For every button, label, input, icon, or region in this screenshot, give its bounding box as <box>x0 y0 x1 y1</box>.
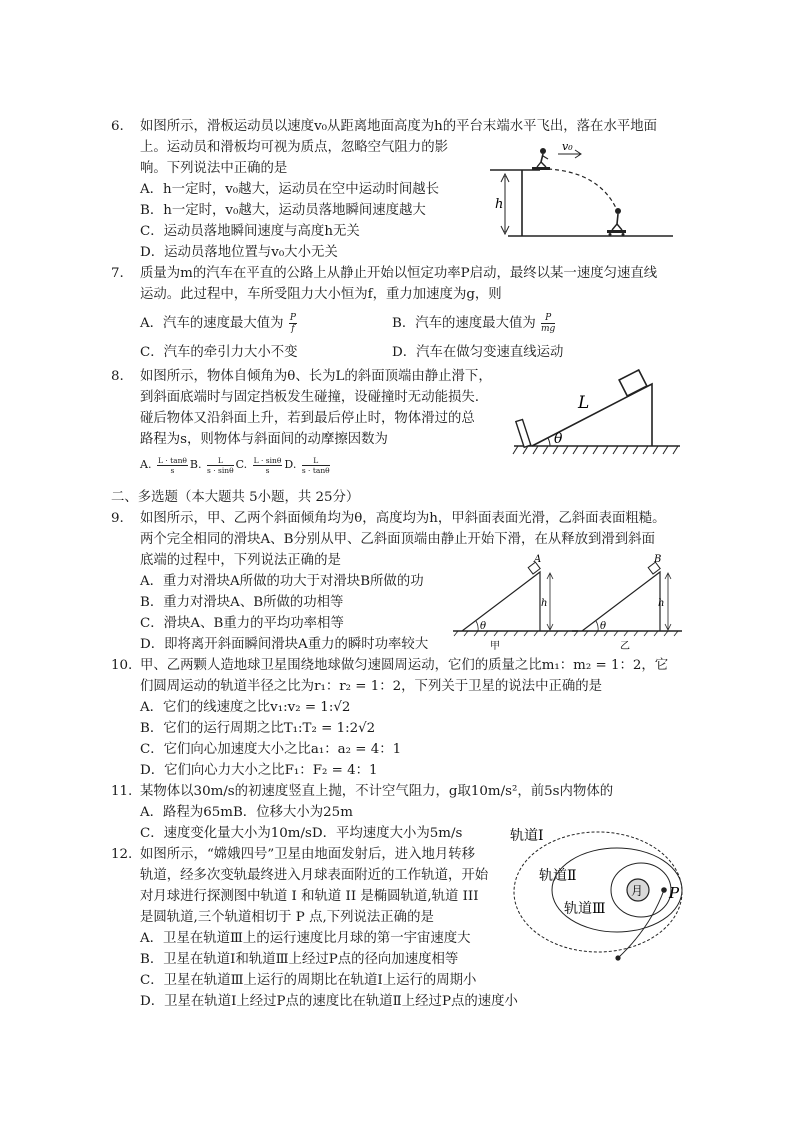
q12-option-a: A．卫星在轨道Ⅲ上的运行速度比月球的第一宇宙速度大 <box>140 931 471 946</box>
q8-option-d-denominator: s · tanθ <box>301 465 330 475</box>
q6-option-a: A．h一定时，v₀越大，运动员在空中运动时间越长 <box>140 182 440 197</box>
moon-label: 月 <box>631 884 644 898</box>
q12-stem-line-2: 轨道，经多次变轨最终进入月球表面附近的工作轨道，开始 <box>140 868 489 883</box>
q6-option-c: C．运动员落地瞬间速度与高度h无关 <box>140 224 360 239</box>
q6-stem-line-2: 上。运动员和滑板均可视为质点，忽略空气阻力的影 <box>140 140 448 155</box>
q8-stem-line-1: 如图所示，物体自倾角为θ、长为L的斜面顶端由静止滑下， <box>140 369 492 384</box>
q12-stem-line-3: 对月球进行探测图中轨道 I 和轨道 II 是椭圆轨道,轨道 III <box>140 889 479 904</box>
q7-option-d: D．汽车在做匀变速直线运动 <box>392 345 564 360</box>
skater-landing-icon <box>607 208 626 236</box>
q11-number: 11. <box>111 784 133 799</box>
block-a-label: A <box>534 554 542 565</box>
q9-number: 9. <box>111 511 124 526</box>
length-label: L <box>578 393 590 413</box>
q7-option-a <box>140 313 297 334</box>
q12-number: 12. <box>111 847 133 862</box>
q7-number: 7. <box>111 266 124 281</box>
q12-stem-line-1: 如图所示，“嫦娥四号”卫星由地面发射后，进入地月转移 <box>140 847 476 862</box>
q10-stem-line-2: 们圆周运动的轨道半径之比为r₁：r₂ = 1：2，下列关于卫星的说法中正确的是 <box>140 679 603 694</box>
orbit-1-label: 轨道Ⅰ <box>510 828 544 844</box>
q8-option-d-numerator: L <box>302 456 330 466</box>
q7-option-a-denominator: f <box>291 324 295 334</box>
point-p-label: P <box>669 884 680 902</box>
ground-hatch <box>513 446 678 454</box>
incline-jia <box>453 562 578 636</box>
q7-option-b <box>392 313 555 334</box>
q7-option-b-text: B．汽车的速度最大值为 <box>392 316 536 331</box>
q9-option-b: B．重力对滑块A、B所做的功相等 <box>140 595 344 610</box>
transfer-point-dot <box>615 955 620 960</box>
q8-option-c-fraction <box>253 456 283 475</box>
q8-option-d-label: D. <box>284 458 297 471</box>
incline-yi <box>572 562 682 636</box>
q8-option-b-label: B. <box>189 458 202 471</box>
q8-option-c-denominator: s <box>265 465 270 475</box>
q12-stem-line-4: 是圆轨道,三个轨道相切于 P 点,下列说法正确的是 <box>140 910 434 925</box>
angle-label-jia: θ <box>480 621 487 632</box>
angle-label-yi: θ <box>600 621 607 632</box>
q8-option-b-fraction <box>207 456 234 475</box>
incline-label-yi: 乙 <box>620 641 630 650</box>
q7-option-a-text: A．汽车的速度最大值为 <box>140 316 284 331</box>
q8-incline-figure <box>510 362 685 462</box>
q11-option-ab: A．路程为65mB．位移大小为25m <box>140 805 353 820</box>
q9-two-inclines-figure <box>450 550 685 650</box>
q6-stem-line-1: 如图所示，滑板运动员以速度v₀从距离地面高度为h的平台末端水平飞出，落在水平地面 <box>140 119 658 134</box>
q7-option-a-fraction <box>289 313 297 334</box>
q8-option-d-fraction <box>302 456 330 475</box>
q8-option-a-denominator: s <box>170 465 175 475</box>
q6-option-d: D．运动员落地位置与v₀大小无关 <box>140 245 338 260</box>
q9-stem-line-2: 两个完全相同的滑块A、B分别从甲、乙斜面顶端由静止开始下滑，在从释放到滑到斜面 <box>140 532 655 547</box>
block-on-incline <box>619 370 647 396</box>
q12-option-b: B．卫星在轨道Ⅰ和轨道Ⅲ上经过P点的径向加速度相等 <box>140 952 459 967</box>
block-b-label: B <box>654 554 662 565</box>
q8-options-row <box>140 455 332 475</box>
q7-option-a-numerator: P <box>289 313 296 323</box>
fixed-barrier <box>516 419 531 447</box>
q12-option-c: C．卫星在轨道Ⅲ上运行的周期比在轨道Ⅰ上运行的周期小 <box>140 973 477 988</box>
q8-stem-line-2: 到斜面底端时与固定挡板发生碰撞，设碰撞时无动能损失. <box>140 390 480 405</box>
q8-option-c-label: C. <box>235 458 248 471</box>
q9-option-a: A．重力对滑块A所做的功大于对滑块B所做的功 <box>140 574 424 589</box>
q8-option-c-numerator: L · sinθ <box>253 455 282 465</box>
height-label-jia: h <box>541 598 548 609</box>
q10-number: 10. <box>111 658 133 673</box>
q9-option-c: C．滑块A、B重力的平均功率相等 <box>140 616 344 631</box>
height-label: h <box>495 197 504 212</box>
q8-option-b-numerator: L <box>207 456 234 466</box>
trajectory-dashed-curve <box>548 169 616 208</box>
q7-stem-line-2: 运动。此过程中，车所受阻力大小恒为f，重力加速度为g，则 <box>140 287 502 302</box>
q8-option-a-label: A. <box>140 458 152 471</box>
q10-stem-line-1: 甲、乙两颗人造地球卫星围绕地球做匀速圆周运动，它们的质量之比m₁：m₂ = 1：2，它 <box>140 658 669 673</box>
q11-stem-line-1: 某物体以30m/s的初速度竖直上抛，不计空气阻力，g取10m/s²，前5s内物体的 <box>140 784 614 799</box>
q8-option-b-denominator: s · sinθ <box>207 465 234 475</box>
q9-stem-line-1: 如图所示，甲、乙两个斜面倾角均为θ，高度均为h，甲斜面表面光滑，乙斜面表面粗糙。 <box>140 511 666 526</box>
velocity-label: v₀ <box>562 140 573 153</box>
angle-label: θ <box>554 431 563 447</box>
q7-option-c: C．汽车的牵引力大小不变 <box>140 345 298 360</box>
q8-number: 8. <box>111 369 124 384</box>
q8-option-a-fraction <box>157 456 188 475</box>
orbit-3-label: 轨道Ⅲ <box>564 901 606 917</box>
q8-stem-line-4: 路程为s，则物体与斜面间的动摩擦因数为 <box>140 432 388 447</box>
q8-stem-line-3: 碰后物体又沿斜面上升，若到最后停止时，物体滑过的总 <box>140 411 475 426</box>
q8-option-a-numerator: L · tanθ <box>157 455 187 465</box>
angle-arc <box>548 438 550 446</box>
q9-stem-line-3: 底端的过程中，下列说法正确的是 <box>140 553 341 568</box>
q7-option-b-numerator: P <box>541 313 555 324</box>
q10-option-b: B．它们的运行周期之比T₁:T₂ = 1:2√2 <box>140 721 376 736</box>
q10-option-d: D．它们向心力大小之比F₁：F₂ = 4：1 <box>140 763 378 778</box>
q12-option-d: D．卫星在轨道Ⅰ上经过P点的速度比在轨道Ⅱ上经过P点的速度小 <box>140 994 518 1009</box>
q12-orbits-figure <box>500 818 690 978</box>
orbit-2-label: 轨道Ⅱ <box>539 868 577 884</box>
q7-stem-line-1: 质量为m的汽车在平直的公路上从静止开始以恒定功率P启动，最终以某一速度匀速直线 <box>140 266 658 281</box>
q6-option-b: B．h一定时，v₀越大，运动员落地瞬间速度越大 <box>140 203 426 218</box>
q10-option-c: C．它们向心加速度大小之比a₁：a₂ = 4：1 <box>140 742 402 757</box>
skater-top-icon <box>532 148 550 170</box>
q7-option-b-denominator: mg <box>541 324 556 334</box>
height-label-yi: h <box>658 598 665 609</box>
q6-stem-line-3: 响。下列说法中正确的是 <box>140 161 288 176</box>
q11-option-cd: C．速度变化量大小为10m/sD．平均速度大小为5m/s <box>140 826 463 841</box>
section-2-header: 二、多选题（本大题共 5小题，共 25分） <box>111 490 360 505</box>
q7-option-b-fraction <box>541 313 555 334</box>
q6-number: 6. <box>111 119 124 134</box>
incline-label-jia: 甲 <box>490 641 500 650</box>
q10-option-a: A．它们的线速度之比v₁:v₂ = 1:√2 <box>140 700 351 715</box>
q6-skateboard-figure <box>488 140 678 242</box>
q9-option-d: D．即将离开斜面瞬间滑块A重力的瞬时功率较大 <box>140 637 429 652</box>
